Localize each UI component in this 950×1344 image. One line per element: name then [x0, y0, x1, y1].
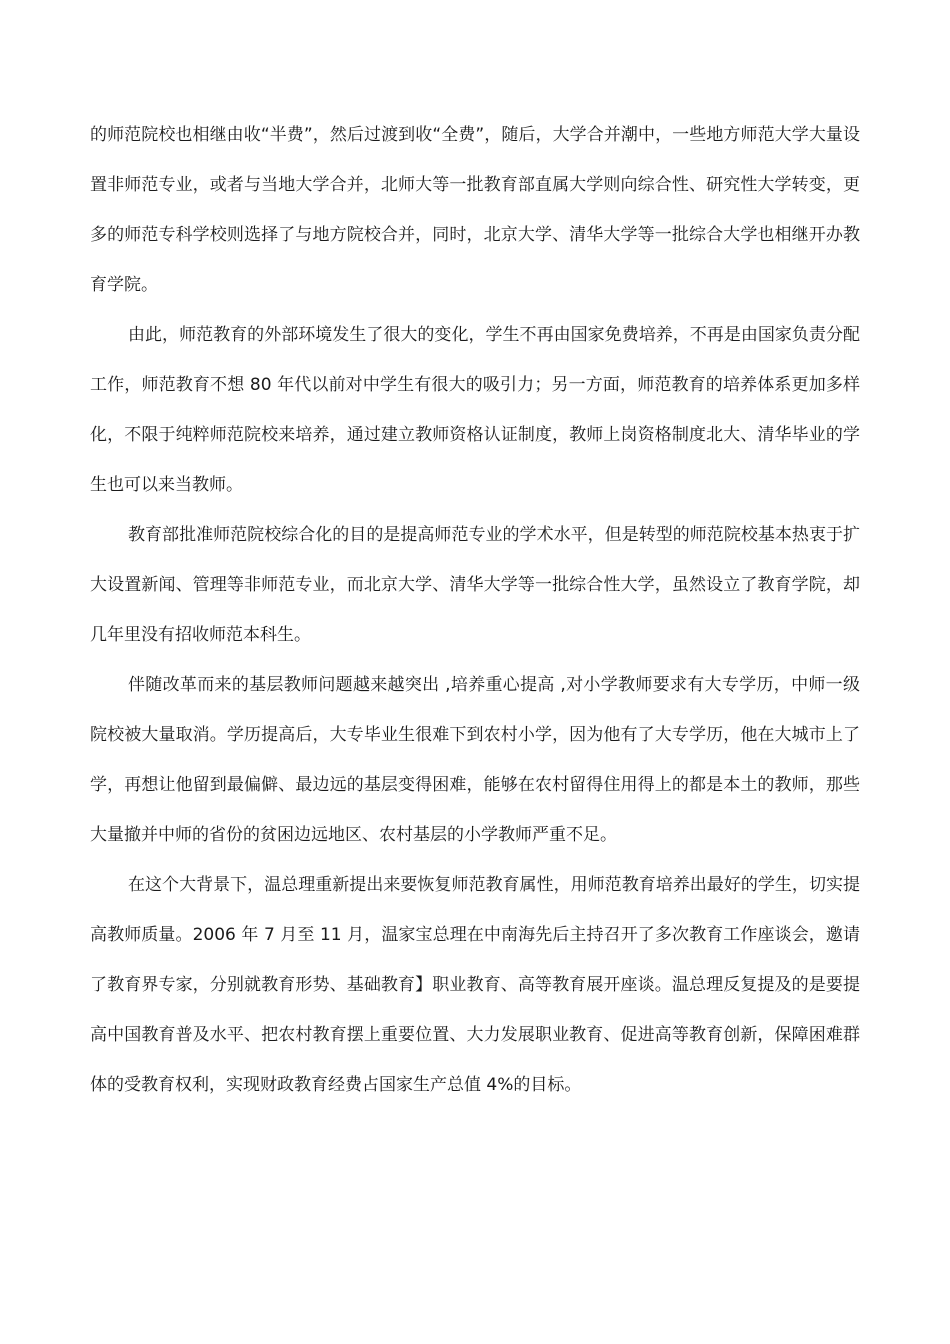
paragraph-1: 的师范院校也相继由收“半费”，然后过渡到收“全费”，随后，大学合并潮中，一些地方师范大学大量设置非师范专业，或者与当地大学合并，北师大等一批教育部直属大学则向综合性、研究性大学转变，更多的师范专科学校则选择了与地方院校合并，同时，北京大学、清华大学等一批综合大学也相继开办教育学院。	[90, 125, 860, 295]
paragraph-3: 教育部批准师范院校综合化的目的是提高师范专业的学术水平，但是转型的师范院校基本热衷于扩大设置新闻、管理等非师范专业，而北京大学、清华大学等一批综合性大学，虽然设立了教育学院，却几年里没有招收师范本科生。	[90, 525, 860, 645]
paragraph-5: 在这个大背景下，温总理重新提出来要恢复师范教育属性，用师范教育培养出最好的学生，切实提高教师质量。2006 年 7 月至 11 月，温家宝总理在中南海先后主持召开了多次教育工作座谈会，邀请了教育界专家，分别就教育形势、基础教育】职业教育、高等教育展开座谈。温总理反复提及的是要提高中国教育普及水平、把农村教育摆上重要位置、大力发展职业教育、促进高等教育创新，保障困难群体的受教育权利，实现财政教育经费占国家生产总值 4%的目标。	[90, 875, 860, 1095]
paragraph-2: 由此，师范教育的外部环境发生了很大的变化，学生不再由国家免费培养，不再是由国家负责分配工作，师范教育不想 80 年代以前对中学生有很大的吸引力；另一方面，师范教育的培养体系更加多样化，不限于纯粹师范院校来培养，通过建立教师资格认证制度，教师上岗资格制度北大、清华毕业的学生也可以来当教师。	[90, 325, 860, 495]
paragraph-4: 伴随改革而来的基层教师问题越来越突出 ,培养重心提高 ,对小学教师要求有大专学历，中师一级院校被大量取消。学历提高后，大专毕业生很难下到农村小学，因为他有了大专学历，他在大城市上了学，再想让他留到最偏僻、最边远的基层变得困难，能够在农村留得住用得上的都是本土的教师，那些大量撤并中师的省份的贫困边远地区、农村基层的小学教师严重不足。	[90, 675, 860, 845]
document-body	[90, 110, 860, 1110]
